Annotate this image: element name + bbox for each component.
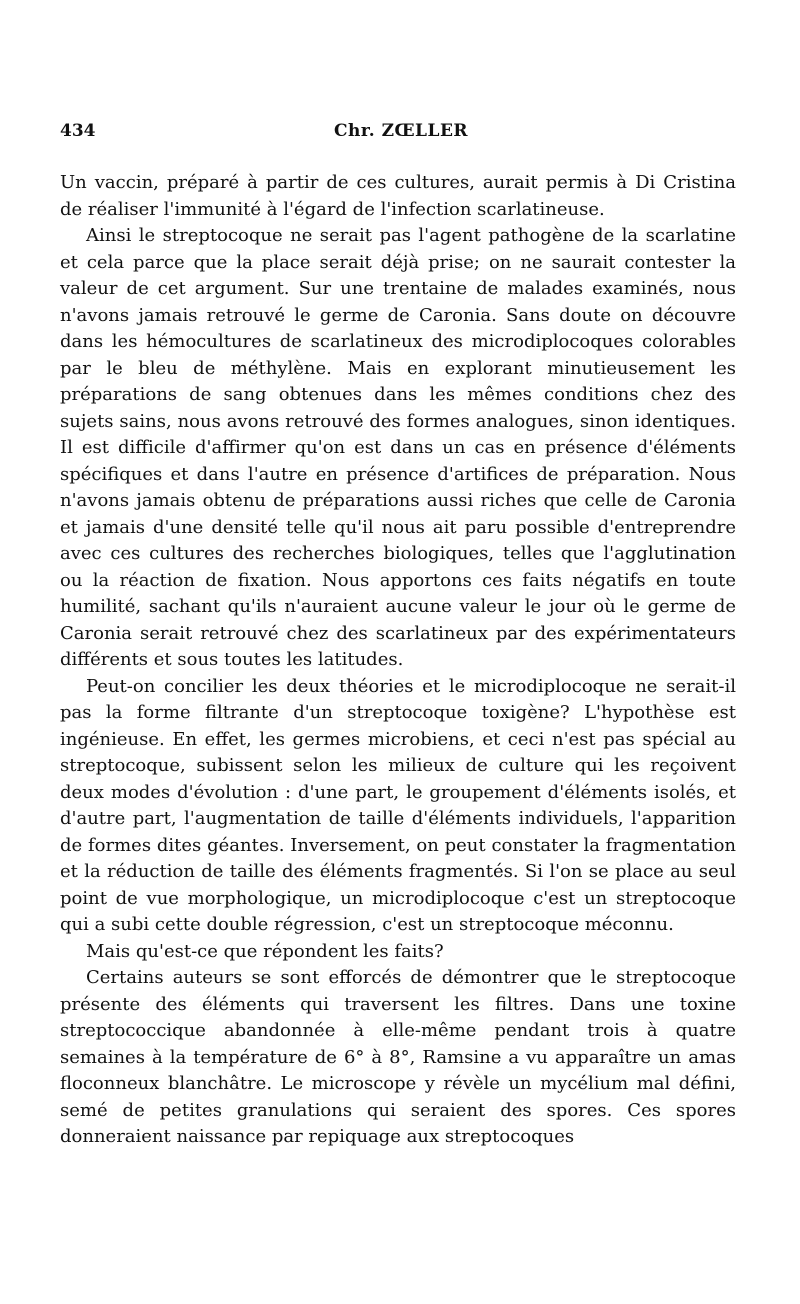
- paragraph-question: Mais qu'est-ce que répondent les faits?: [86, 940, 444, 962]
- running-head: Chr. ZŒLLER: [333, 121, 469, 141]
- paragraph-streptocoque-argument: Ainsi le streptocoque ne serait pas l'agent pathogène de la scarlatine et cela parce que la place serait déjà prise; on ne saurait contester la valeur de cet argument. Sur une trentaine de malades examinés, nous n'avons jamais retrouvé le germe de Caronia. Sans doute on découvre dans les hémocultures de scarlatineux des microdiplocoques colorables par le bleu de méthylène. Mais en explorant minutieusement les préparations de sang obtenues dans les mêmes conditions chez des sujets sains, nous avons retrouvé des formes analogues, sinon identiques. Il est difficile d'affirmer qu'on est dans un cas en présence d'éléments spécifiques et dans l'autre en présence d'artifices de préparation. Nous n'avons jamais obtenu de préparations aussi riches que celle de Caronia et jamais d'une densité telle qu'il nous ait paru possible d'entreprendre avec ces cultures des recherches biologiques, telles que l'agglutination ou la réaction de fixation. Nous apportons ces faits négatifs en toute humilité, sachant qu'ils n'auraient aucune valeur le jour où le germe de Caronia serait retrouvé chez des scarlatineux par des expérimentateurs différents et sous toutes les latitudes.: [60, 225, 736, 670]
- body-text: [60, 170, 736, 1151]
- paragraph-filtrante-hypothese: Peut-on concilier les deux théories et le microdiplocoque ne serait-il pas la forme filtrante d'un streptocoque toxigène? L'hypothèse est ingénieuse. En effet, les germes microbiens, et ceci n'est pas spécial au streptocoque, subissent selon les milieux de culture qui les reçoivent deux modes d'évolution : d'une part, le groupement d'éléments isolés, et d'autre part, l'augmentation de taille d'éléments individuels, l'apparition de formes dites géantes. Inversement, on peut constater la fragmentation et la réduction de taille des éléments fragmentés. Si l'on se place au seul point de vue morphologique, un microdiplocoque c'est un streptocoque qui a subi cette double régression, c'est un streptocoque méconnu.: [60, 675, 736, 935]
- paragraph-certains-auteurs: Certains auteurs se sont efforcés de démontrer que le streptocoque présente des éléments qui traversent les filtres. Dans une toxine streptococcique abandonnée à elle-même pendant trois à quatre semaines à la température de 6° à 8°, Ramsine a vu apparaître un amas floconneux blanchâtre. Le microscope y révèle un mycélium mal défini, semé de petites granulations qui seraient des spores. Ces spores donneraient naissance par repiquage aux streptocoques: [60, 967, 736, 1147]
- paragraph-continued: Un vaccin, préparé à partir de ces cultures, aurait permis à Di Cristina de réaliser l'immunité à l'égard de l'infection scarlatineuse.: [60, 172, 736, 220]
- page-number: 434: [60, 121, 96, 141]
